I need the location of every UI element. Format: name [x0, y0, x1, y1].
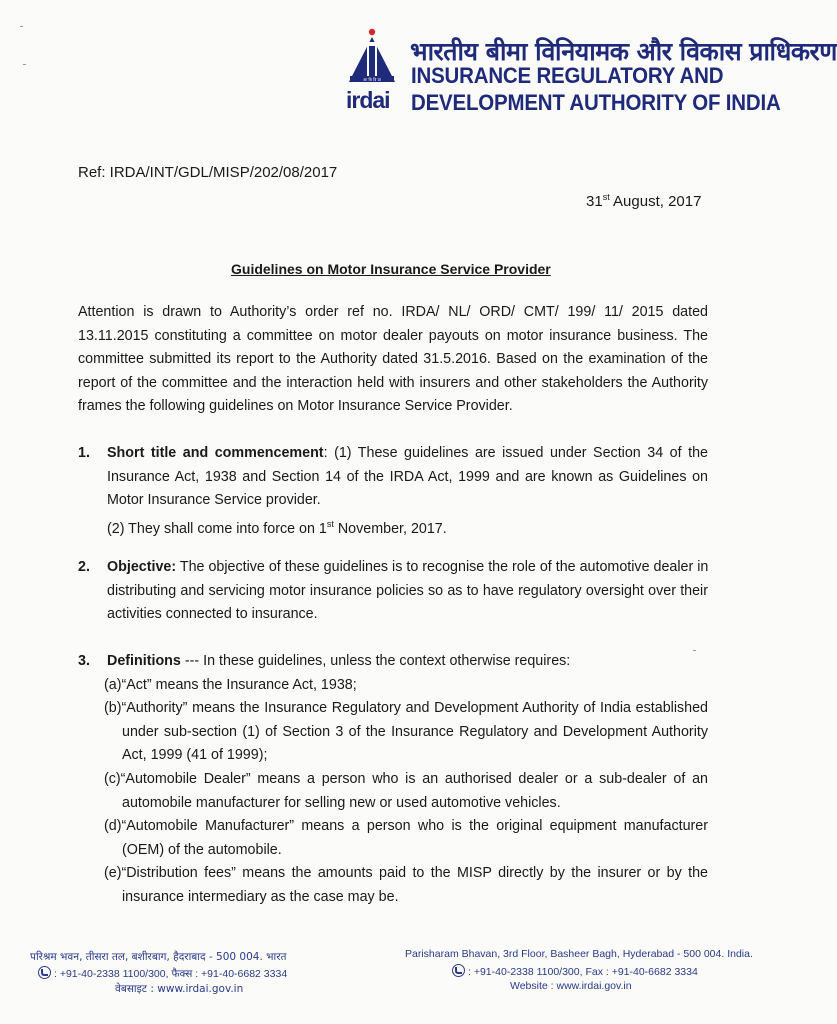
section-line: Insurance Act, 1938 and Section 14 of the IRDA Act, 1999 and are known as Guidelines on: [107, 468, 708, 485]
footer-english-website: Website : www.irdai.gov.in: [510, 980, 632, 992]
footer-hindi-phone-text: : +91-40-2338 1100/300, फैक्स : +91-40-6682 3334: [54, 968, 288, 980]
scan-speck: [20, 26, 23, 27]
section-short-title: [78, 442, 708, 541]
section-number: 3.: [78, 653, 90, 669]
definition-line: insurance intermediary as the case may be.: [122, 888, 399, 905]
letterhead-hindi-name: भारतीय बीमा विनियामक और विकास प्राधिकरण: [410, 37, 837, 66]
intro-line: 13.11.2015 constituting a committee on motor dealer payouts on motor insurance business. The: [78, 327, 708, 344]
definition-line: (c)“Automobile Dealer” means a person who is an authorised dealer or a sub-dealer of an: [104, 770, 708, 787]
phone-icon: [38, 966, 51, 979]
definition-line: (OEM) of the automobile.: [122, 841, 282, 858]
logo-wordmark: irdai: [346, 87, 390, 113]
definition-line: automobile manufacturer for selling new or used automotive vehicles.: [122, 794, 561, 811]
section-line: [107, 513, 708, 541]
section-line: [107, 556, 708, 580]
definition-item: [104, 862, 708, 909]
irdai-logo: [346, 28, 402, 112]
letterhead-english-line1: INSURANCE REGULATORY AND: [411, 63, 724, 88]
definition-item: [104, 815, 708, 862]
footer-english-address: Parisharam Bhavan, 3rd Floor, Basheer Bagh, Hyderabad - 500 004. India.: [405, 948, 753, 960]
letterhead-english-line2: DEVELOPMENT AUTHORITY OF INDIA: [411, 90, 781, 115]
section-objective: [78, 556, 708, 627]
section-line: Motor Insurance Service provider.: [107, 492, 321, 509]
section-heading: Definitions: [107, 653, 181, 669]
section-text: (2) They shall come into force on 1: [107, 520, 327, 537]
intro-paragraph: [78, 301, 708, 419]
section-line: distributing and servicing motor insurance policies so as to have regulatory oversight over their: [107, 582, 708, 599]
section-text: The objective of these guidelines is to recognise the role of the automotive dealer in: [176, 559, 709, 575]
scan-speck: [693, 650, 696, 651]
section-text: : (1) These guidelines are issued under Section 34 of the: [323, 445, 708, 461]
definition-item: [104, 674, 708, 698]
section-text: --- In these guidelines, unless the context otherwise requires:: [180, 653, 571, 669]
section-line: [107, 650, 708, 674]
scan-speck: [23, 64, 26, 65]
intro-line: frames the following guidelines on Motor Insurance Service Provider.: [78, 398, 513, 415]
section-line: activities connected to insurance.: [107, 606, 318, 623]
date-month-year: August, 2017: [609, 193, 702, 210]
section-line: [107, 442, 708, 466]
section-number: 1.: [78, 445, 90, 461]
footer-english-phone: [452, 964, 698, 978]
definition-line: (b)“Authority” means the Insurance Regulatory and Development Authority of India established: [104, 700, 708, 717]
footer-hindi-website: वेबसाइट : www.irdai.gov.in: [115, 983, 244, 995]
definition-line: (a)“Act” means the Insurance Act, 1938;: [104, 676, 357, 693]
intro-line: report of the committee and the interaction held with insurers and other stakeholders the Authority: [78, 374, 708, 391]
definition-line: (e)“Distribution fees” means the amounts paid to the MISP directly by the insurer or by the: [104, 865, 708, 882]
letter-date: [586, 186, 701, 214]
svg-text:आ बि वि प्रा: आ बि वि प्रा: [363, 77, 381, 82]
definition-line: (d)“Automobile Manufacturer” means a person who is the original equipment manufacturer: [104, 818, 708, 835]
intro-line: committee submitted its report to the Authority dated 31.5.2016. Based on the examination of the: [78, 351, 708, 368]
date-day: 31: [586, 193, 603, 210]
document-title: Guidelines on Motor Insurance Service Provider: [231, 261, 551, 277]
definition-item: [104, 768, 708, 815]
section-number: 2.: [78, 559, 90, 575]
definition-item: [104, 697, 708, 768]
section-heading: Short title and commencement: [107, 445, 324, 461]
definition-line: Act, 1999 (41 of 1999);: [122, 747, 268, 764]
footer-hindi-address: परिश्रम भवन, तीसरा तल, बशीरबाग, हैदराबाद - 500 004. भारत: [30, 951, 287, 963]
section-heading: Objective:: [107, 559, 177, 575]
definition-line: under sub-section (1) of Section 3 of the Insurance Regulatory and Development Authority: [122, 723, 708, 740]
section-text: November, 2017.: [333, 520, 447, 537]
ordinal-suffix: st: [326, 518, 334, 529]
intro-line: Attention is drawn to Authority’s order ref no. IRDA/ NL/ ORD/ CMT/ 199/ 11/ 2015 dated: [78, 304, 708, 320]
phone-icon: [452, 964, 465, 977]
reference-number: Ref: IRDA/INT/GDL/MISP/202/08/2017: [78, 164, 338, 181]
section-definitions: [78, 650, 708, 910]
footer-hindi-phone: [38, 966, 287, 981]
footer-english-phone-text: : +91-40-2338 1100/300, Fax : +91-40-6682 3334: [468, 966, 698, 978]
date-suffix: st: [602, 192, 610, 202]
